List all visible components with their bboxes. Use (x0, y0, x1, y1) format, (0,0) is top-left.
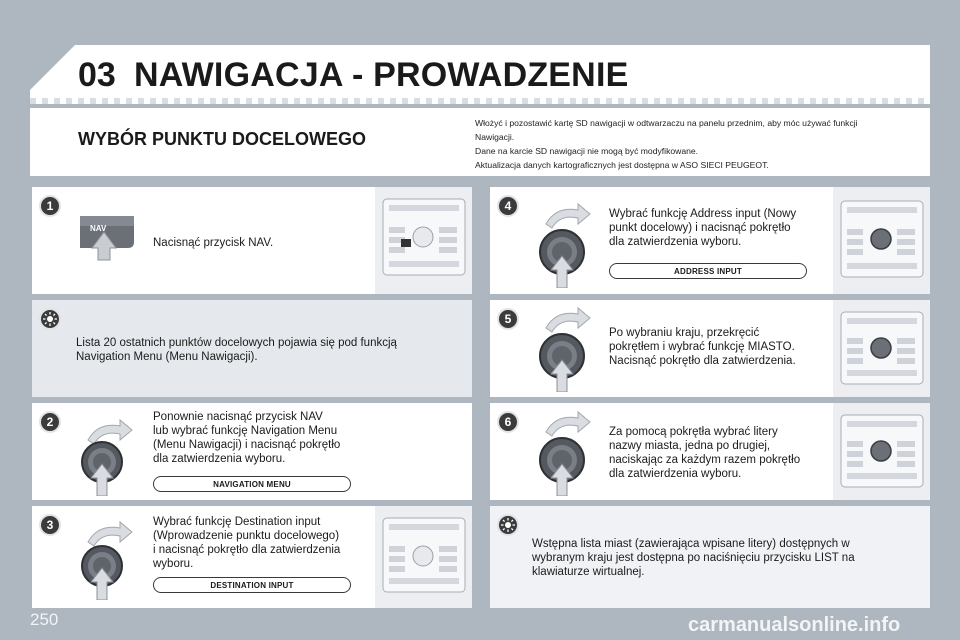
tip-line: wybranym kraju jest dostępna po naciśnięciu przycisku LIST na (532, 552, 855, 564)
radio-front-panel-icon (833, 300, 930, 397)
step-line: wyboru. (153, 558, 194, 570)
step-6-text (609, 425, 829, 481)
step-badge: 1 (39, 195, 61, 217)
rotary-knob-icon (76, 418, 146, 496)
step-2-text (153, 410, 368, 466)
step-badge: 4 (497, 195, 519, 217)
watermark: carmanualsonline.info (688, 614, 901, 636)
rotate-arrow-icon (546, 204, 590, 228)
nav-key-label: NAV (90, 224, 107, 233)
step-badge: 2 (39, 411, 61, 433)
step-line: Wybrać funkcję Address input (Nowy (609, 208, 797, 220)
rotate-arrow-icon (546, 308, 590, 332)
step-badge: 5 (497, 308, 519, 330)
step-line: i nacisnąć pokrętło dla zatwierdzenia (153, 544, 341, 556)
tip-line: klawiaturze wirtualnej. (532, 566, 645, 578)
step-badge: 6 (497, 411, 519, 433)
rotate-arrow-icon (88, 522, 132, 546)
intro-line: Aktualizacja danych kartograficznych jest dostępna w ASO SIECI PEUGEOT. (475, 160, 769, 170)
chapter-number: 03 (78, 56, 116, 94)
tip-sun-icon (39, 308, 61, 330)
rotary-knob-icon (534, 306, 604, 392)
step-line: Nacisnąć przycisk NAV. (153, 237, 274, 249)
step-line: (Menu Nawigacji) i nacisnąć pokrętło (153, 439, 341, 451)
rotate-arrow-icon (546, 412, 590, 436)
step-line: lub wybrać funkcję Navigation Menu (153, 425, 338, 437)
section-title: WYBÓR PUNKTU DOCELOWEGO (78, 129, 366, 149)
radio-front-panel-icon (375, 187, 472, 294)
step-3-text (153, 515, 368, 571)
step-line: naciskając za każdym razem pokrętło (609, 454, 801, 466)
nav-key-icon (76, 212, 146, 274)
header-divider (30, 98, 930, 104)
step-line: dla zatwierdzenia wyboru. (609, 468, 742, 480)
tip-2-text (532, 537, 922, 579)
radio-front-panel-icon (375, 506, 472, 608)
rotate-arrow-icon (88, 420, 132, 444)
step-line: Nacisnąć pokrętło dla zatwierdzenia. (609, 355, 796, 367)
step-line: Ponownie nacisnąć przycisk NAV (153, 411, 323, 423)
step-line: (Wprowadzenie punktu docelowego) (153, 530, 340, 542)
step-line: dla zatwierdzenia wyboru. (609, 236, 742, 248)
tip-1-text (76, 336, 466, 364)
tip-line: Lista 20 ostatnich punktów docelowych pojawia się pod funkcją (76, 337, 397, 349)
step-line: punkt docelowy) i nacisnąć pokrętło (609, 222, 791, 234)
rotary-knob-icon (76, 520, 146, 600)
page-number: 250 (30, 610, 59, 629)
address-input-pill: ADDRESS INPUT (609, 263, 807, 279)
intro-line: Nawigacji. (475, 132, 515, 142)
step-line: nazwy miasta, jedna po drugiej, (609, 440, 771, 452)
tip-sun-icon (497, 514, 519, 536)
radio-front-panel-icon (833, 403, 930, 500)
tip-line: Wstępna lista miast (zawierająca wpisane litery) dostępnych w (532, 538, 850, 550)
step-line: Po wybraniu kraju, przekręcić (609, 327, 760, 339)
step-line: Za pomocą pokrętła wybrać litery (609, 426, 778, 438)
page-title: NAWIGACJA - PROWADZENIE (134, 56, 629, 94)
destination-input-pill: DESTINATION INPUT (153, 577, 351, 593)
step-line: pokrętłem i wybrać funkcję MIASTO. (609, 341, 795, 353)
step-5-text (609, 326, 829, 368)
step-line: Wybrać funkcję Destination input (153, 516, 321, 528)
intro-line: Włożyć i pozostawić kartę SD nawigacji w odtwarzaczu na panelu przednim, aby móc używać funkcji (475, 118, 858, 128)
step-1-text (153, 236, 368, 250)
intro-line: Dane na karcie SD nawigacji nie mogą być modyfikowane. (475, 146, 699, 156)
rotary-knob-icon (534, 410, 604, 496)
tip-line: Navigation Menu (Menu Nawigacji). (76, 351, 258, 363)
intro-text (475, 116, 925, 172)
rotary-knob-icon (534, 202, 604, 288)
step-badge: 3 (39, 514, 61, 536)
radio-front-panel-icon (833, 187, 930, 294)
step-4-text (609, 207, 829, 249)
step-line: dla zatwierdzenia wyboru. (153, 453, 286, 465)
navigation-menu-pill: NAVIGATION MENU (153, 476, 351, 492)
